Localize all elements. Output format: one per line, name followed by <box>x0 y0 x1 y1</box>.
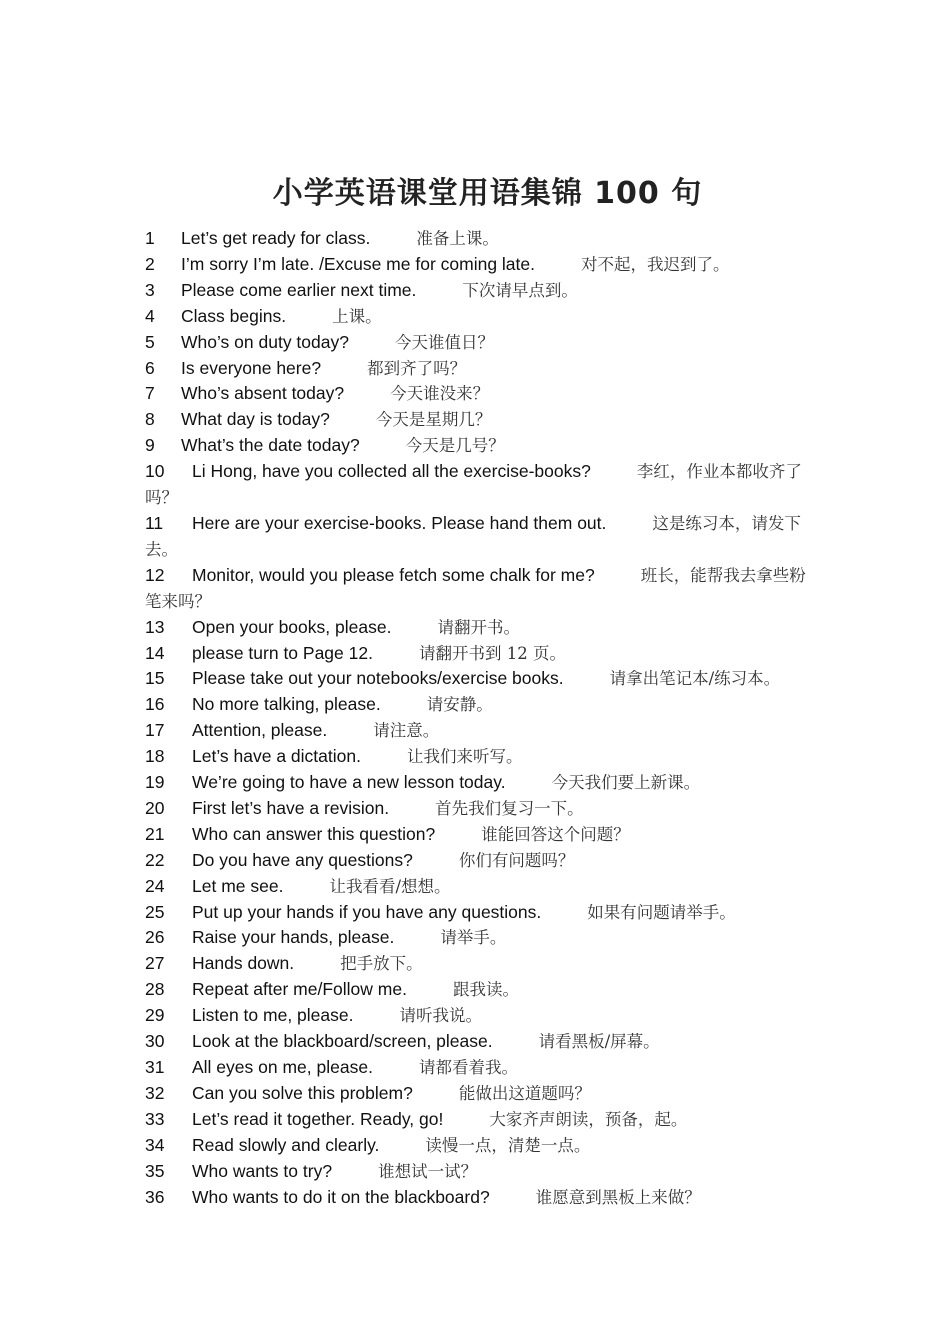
item-english: Li Hong, have you collected all the exercise-books? <box>192 461 591 482</box>
item-english: Look at the blackboard/screen, please. <box>192 1031 493 1052</box>
item-number: 8 <box>145 409 155 430</box>
item-english: Who wants to try? <box>192 1160 333 1181</box>
list-item <box>145 874 810 900</box>
item-number: 4 <box>145 305 155 326</box>
item-english: All eyes on me, please. <box>192 1057 373 1077</box>
list-item <box>145 744 810 770</box>
item-chinese: 你们有问题吗？ <box>458 850 575 870</box>
list-item <box>145 1003 810 1029</box>
item-english: Who’s absent today? <box>181 383 345 404</box>
item-english: Let’s read it together. Ready, go! <box>192 1108 444 1129</box>
item-chinese: 读慢一点，清楚一点。 <box>425 1135 591 1155</box>
list-item <box>145 977 810 1003</box>
item-english: Class begins. <box>181 305 287 326</box>
item-number: 22 <box>145 849 165 870</box>
list-item <box>145 900 810 926</box>
list-item <box>145 822 810 848</box>
item-number: 34 <box>145 1134 165 1155</box>
item-number: 1 <box>145 228 155 248</box>
item-chinese: 请看黑板/屏幕。 <box>538 1032 660 1052</box>
list-item <box>145 1185 810 1211</box>
list-item <box>145 459 810 511</box>
list-item <box>145 1107 810 1133</box>
list-item <box>145 356 810 382</box>
item-english: What day is today? <box>181 409 330 430</box>
item-chinese: 跟我读。 <box>452 980 519 1000</box>
item-chinese: 都到齐了吗？ <box>367 358 467 378</box>
item-english: Monitor, would you please fetch some chalk for me? <box>192 564 595 585</box>
item-chinese: 谁能回答这个问题？ <box>481 824 630 844</box>
item-number: 21 <box>145 823 165 844</box>
item-english: We’re going to have a new lesson today. <box>192 772 506 793</box>
item-english: Put up your hands if you have any questions. <box>192 901 542 922</box>
item-chinese: 把手放下。 <box>340 954 423 974</box>
item-number: 9 <box>145 435 155 456</box>
item-chinese: 李红，作业本都收齐了吗？ <box>145 462 802 508</box>
item-english: Read slowly and clearly. <box>192 1134 380 1155</box>
item-english: Here are your exercise-books. Please hand them out. <box>192 512 607 533</box>
item-number: 18 <box>145 746 165 767</box>
item-number: 30 <box>145 1031 165 1052</box>
list-item <box>145 666 810 692</box>
list-item <box>145 381 810 407</box>
item-chinese: 今天是星期几？ <box>375 410 492 430</box>
item-english: Do you have any questions? <box>192 849 413 870</box>
item-chinese: 谁愿意到黑板上来做？ <box>535 1187 701 1207</box>
item-english: Let’s have a dictation. <box>192 746 361 767</box>
list-item <box>145 1159 810 1185</box>
list-item <box>145 641 810 667</box>
item-number: 24 <box>145 875 165 896</box>
item-number: 31 <box>145 1057 165 1077</box>
item-number: 35 <box>145 1160 165 1181</box>
list-item <box>145 615 810 641</box>
item-number: 2 <box>145 253 155 274</box>
item-number: 17 <box>145 720 165 741</box>
item-english: Hands down. <box>192 953 295 974</box>
list-item <box>145 1055 810 1081</box>
item-chinese: 请注意。 <box>373 721 440 741</box>
item-number: 25 <box>145 901 165 922</box>
item-number: 6 <box>145 357 155 378</box>
list-item <box>145 252 810 278</box>
item-english: Please take out your notebooks/exercise books. <box>192 668 564 689</box>
item-number: 11 <box>145 512 164 533</box>
item-number: 20 <box>145 797 165 818</box>
item-chinese: 能做出这道题吗？ <box>458 1083 591 1103</box>
item-chinese: 准备上课。 <box>416 229 499 248</box>
list-item <box>145 1081 810 1107</box>
item-english: Who’s on duty today? <box>181 331 349 352</box>
list-item <box>145 511 810 563</box>
item-number: 16 <box>145 694 165 715</box>
list-item <box>145 951 810 977</box>
item-chinese: 今天谁值日？ <box>394 332 494 352</box>
item-chinese: 谁想试一试？ <box>378 1161 478 1181</box>
item-chinese: 请翻开书。 <box>437 617 520 637</box>
list-item <box>145 1029 810 1055</box>
list-item <box>145 278 810 304</box>
item-chinese: 让我看看/想想。 <box>329 876 451 896</box>
phrase-list <box>145 226 810 1210</box>
item-english: Let me see. <box>192 875 284 896</box>
item-chinese: 请听我说。 <box>399 1006 482 1026</box>
list-item <box>145 433 810 459</box>
item-english: Repeat after me/Follow me. <box>192 979 407 1000</box>
item-english: Open your books, please. <box>192 616 392 637</box>
list-item <box>145 563 810 615</box>
item-english: Please come earlier next time. <box>181 279 417 300</box>
item-english: Is everyone here? <box>181 357 322 378</box>
item-number: 14 <box>145 642 165 663</box>
item-chinese: 班长，能帮我去拿些粉笔来吗？ <box>145 565 806 611</box>
item-number: 19 <box>145 772 165 793</box>
item-chinese: 让我们来听写。 <box>406 747 523 767</box>
item-number: 3 <box>145 279 155 300</box>
item-chinese: 请举手。 <box>440 928 507 948</box>
item-english: What’s the date today? <box>181 435 360 456</box>
item-english: please turn to Page 12. <box>192 642 373 663</box>
item-english: Attention, please. <box>192 720 328 741</box>
list-item <box>145 226 810 252</box>
item-english: Listen to me, please. <box>192 1005 354 1026</box>
list-item <box>145 304 810 330</box>
item-english: First let’s have a revision. <box>192 797 390 818</box>
list-item <box>145 796 810 822</box>
item-number: 26 <box>145 927 165 948</box>
item-chinese: 请拿出笔记本/练习本。 <box>609 669 781 689</box>
item-number: 32 <box>145 1082 165 1103</box>
item-number: 15 <box>145 668 165 689</box>
item-number: 7 <box>145 383 155 404</box>
item-chinese: 今天谁没来？ <box>390 384 490 404</box>
item-number: 28 <box>145 979 165 1000</box>
item-chinese: 请安静。 <box>426 695 493 715</box>
item-number: 27 <box>145 953 165 974</box>
item-chinese: 请都看着我。 <box>418 1058 518 1077</box>
item-chinese: 今天我们要上新课。 <box>551 773 701 793</box>
item-english: Can you solve this problem? <box>192 1082 413 1103</box>
item-chinese: 如果有问题请举手。 <box>587 902 736 922</box>
list-item <box>145 330 810 356</box>
item-chinese: 对不起，我迟到了。 <box>581 254 730 274</box>
item-english: Who can answer this question? <box>192 823 436 844</box>
list-item <box>145 1133 810 1159</box>
item-english: I’m sorry I’m late. /Excuse me for coming late. <box>181 253 535 274</box>
item-english: Let’s get ready for class. <box>181 228 371 248</box>
item-number: 13 <box>145 616 165 637</box>
list-item <box>145 692 810 718</box>
list-item <box>145 718 810 744</box>
item-number: 36 <box>145 1186 165 1207</box>
item-chinese: 上课。 <box>332 306 382 326</box>
item-english: Raise your hands, please. <box>192 927 395 948</box>
item-chinese: 首先我们复习一下。 <box>435 798 584 818</box>
item-number: 29 <box>145 1005 165 1026</box>
list-item <box>145 848 810 874</box>
item-number: 10 <box>145 461 165 482</box>
item-chinese: 请翻开书到 12 页。 <box>418 643 566 663</box>
list-item <box>145 770 810 796</box>
page-title: 小学英语课堂用语集锦 100 句 <box>272 176 703 211</box>
item-english: No more talking, please. <box>192 694 381 715</box>
item-number: 5 <box>145 331 155 352</box>
item-number: 12 <box>145 564 165 585</box>
item-chinese: 这是练习本，请发下去。 <box>145 513 801 559</box>
list-item <box>145 925 810 951</box>
item-number: 33 <box>145 1108 165 1129</box>
item-chinese: 今天是几号？ <box>405 436 505 456</box>
item-english: Who wants to do it on the blackboard? <box>192 1186 490 1207</box>
item-chinese: 下次请早点到。 <box>462 280 578 300</box>
list-item <box>145 407 810 433</box>
item-chinese: 大家齐声朗读，预备，起。 <box>489 1109 688 1129</box>
